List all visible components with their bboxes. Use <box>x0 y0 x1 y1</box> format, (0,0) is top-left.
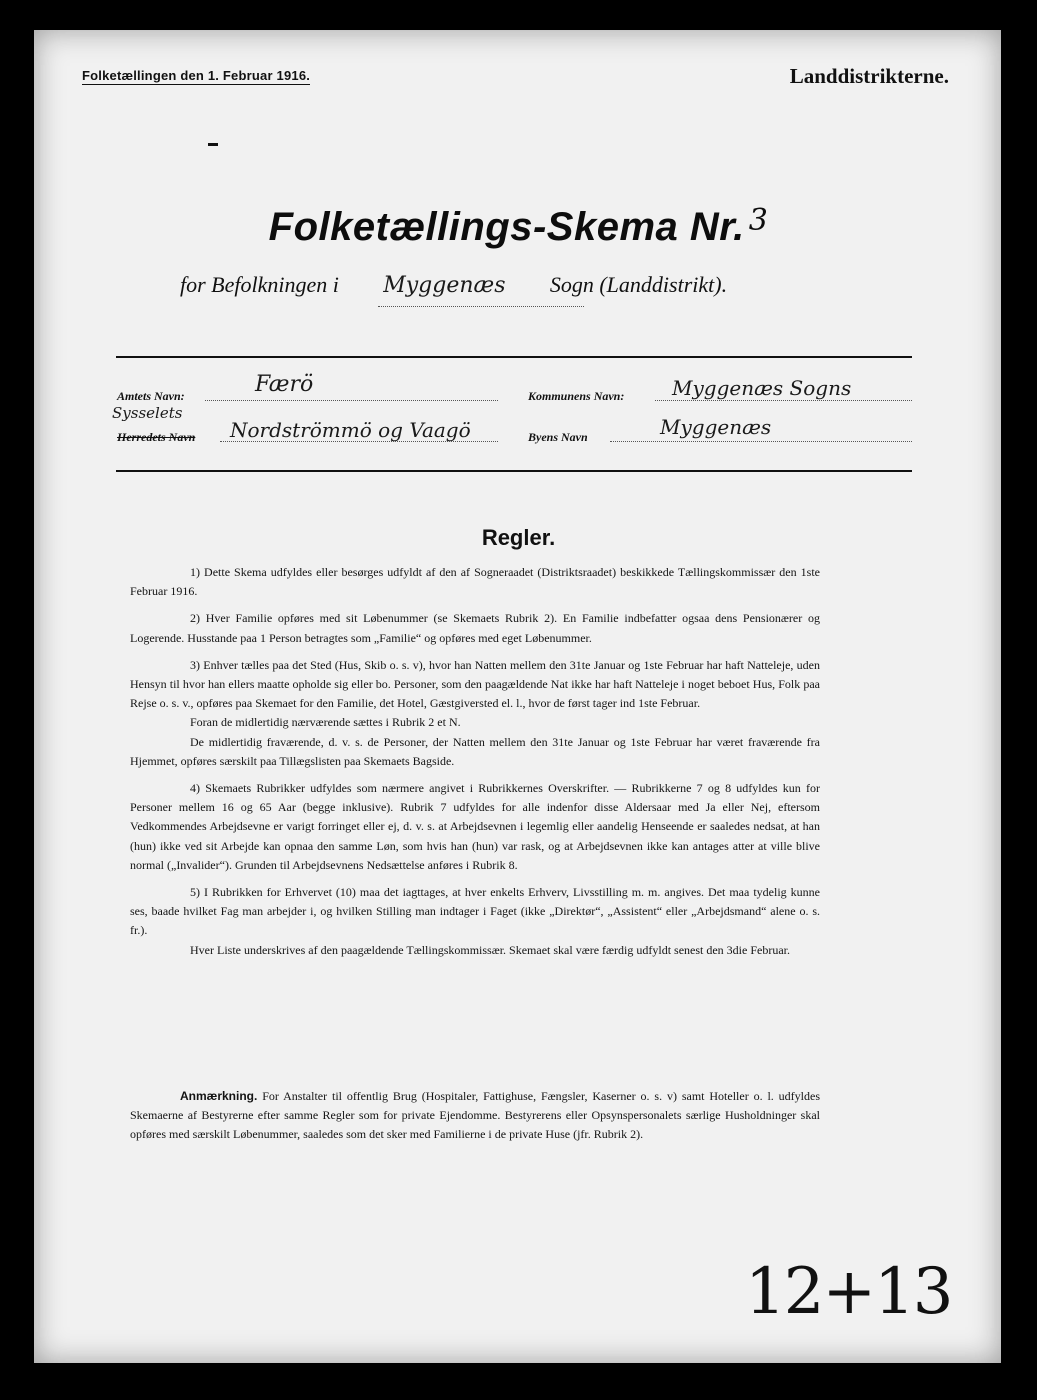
ink-mark <box>208 143 218 146</box>
kommune-label: Kommunens Navn: <box>528 389 625 403</box>
rule-3: 3) Enhver tælles paa det Sted (Hus, Skib o. s. v), hvor han Natten mellem den 31te Januar og 1ste Februar har haft Natteleje, uden Hensyn til hvor han ellers maatte opholde sig eller bo. Personer, som den paagældende Nat ikke har haft Natteleje i noget beboet Hus, Folk paa Rejse o. s. v., opføres paa Skemaet for den Familie, det Hotel, Gæstgiversted el. l., hvor de først tager ind 1ste Februar. <box>130 657 820 711</box>
amt-value-handwritten: Færö <box>255 372 314 397</box>
census-date-header: Folketællingen den 1. Februar 1916. <box>82 68 311 83</box>
by-dotted-line <box>610 441 912 442</box>
form-number: 3 <box>748 203 769 238</box>
rule-4: 4) Skemaets Rubrikker udfyldes som nærmere angivet i Rubrikkernes Overskrifter. — Rubrikkerne 7 og 8 udfyldes kun for Personer mellem 16 og 65 Aar (begge inklusive). Rubrik 7 udfyldes for alle indenfor disse Aldersaar med Ja eller Nej, eftersom Vedkommendes Arbejdsevne er varigt forringet eller ej, d. v. s. at Arbejdsevnen i legemlig eller aandelig Henseende er saaledes nedsat, at han (hun) ikke ved sit Arbejde kan opnaa den samme Løn, som hvis han (hun) var rask, og at Arbejdsevnen ikke kan antages atter at ville blive normal („Invalider“). Grunden til Arbejdsevnens Nedsættelse anføres i Rubrik 8. <box>130 781 820 872</box>
parish-dotted-line <box>378 306 584 307</box>
form-title-text: Folketællings-Skema Nr. <box>268 205 745 249</box>
rules-body <box>130 563 820 968</box>
handwritten-page-number: 12+13 <box>745 1255 952 1329</box>
parish-line <box>180 272 727 298</box>
herred-dotted-line <box>220 441 498 442</box>
rule-2: 2) Hver Familie opføres med sit Løbenummer (se Skemaets Rubrik 2). En Familie indbefatter ogsaa dens Pensionærer og Logerende. Husstande paa 1 Person betragtes som „Familie“ og opføres med eget Løbenummer. <box>130 611 820 645</box>
rule-1: 1) Dette Skema udfyldes eller besørges udfyldt af den af Sognerаadet (Distriktsraadet) beskikkede Tællingskommissær den 1ste Februar 1916. <box>130 565 820 599</box>
herred-label-handwritten: Sysselets <box>112 404 183 422</box>
herred-value-handwritten: Nordströmmö og Vaagö <box>230 418 471 442</box>
kommune-dotted-line <box>655 400 912 401</box>
form-title <box>0 205 1037 250</box>
kommune-value-handwritten: Myggenæs Sogns <box>672 376 852 400</box>
rule-5-signature: Hver Liste underskrives af den paagældende Tællingskommissær. Skemaet skal være færdig udfyldt senest den 3die Februar. <box>190 942 790 957</box>
rules-heading: Regler. <box>481 525 556 550</box>
by-value-handwritten: Myggenæs <box>660 415 772 439</box>
remark-text: For Anstalter til offentlig Brug (Hospitaler, Fattighuse, Fængsler, Kaserner o. s. v) samt Hoteller o. l. udfyldes Skemaerne af Bestyrerne efter samme Regler som for private Ejendomme. Bestyrerens eller Opsynspersonalets særlige Husholdninger skal opføres med særskilt Løbenummer, saaledes som det sker med Familierne i de private Huse (jfr. Rubrik 2). <box>130 1089 821 1141</box>
amt-dotted-line <box>205 400 498 401</box>
rule-3-absent: De midlertidig fraværende, d. v. s. de Personer, der Natten mellem den 31te Januar og 1ste Februar har været fraværende fra Hjemmet, opføres særskilt paa Tillægslisten paa Skemaets Bagside. <box>130 734 820 768</box>
rule-3-present: Foran de midlertidig nærværende sættes i Rubrik 2 et N. <box>190 715 461 730</box>
parish-name-handwritten: Myggenæs <box>383 273 506 298</box>
remark-paragraph <box>130 1087 820 1144</box>
herred-label-struck: Herredets Navn <box>117 430 196 444</box>
rule-5: 5) I Rubrikken for Erhvervet (10) maa det iagttages, at hver enkelts Erhverv, Livsstilling m. m. angives. Det maa tydelig kunne ses, baade hvilket Fag man arbejder i, og hvilken Stilling man indtager i Faget (ikke „Direktør“, „Assistent“ eller „Arbejdsmand“ alene o. s. fr.). <box>130 885 820 938</box>
remark-label: Anmærkning. <box>180 1089 258 1103</box>
district-type-header: Landdistrikterne. <box>789 64 949 88</box>
parish-prefix: for Befolkningen i <box>180 272 339 297</box>
amt-label: Amtets Navn: <box>117 389 185 403</box>
top-divider <box>116 356 912 358</box>
parish-suffix: Sogn (Landdistrikt). <box>549 272 728 297</box>
by-label: Byens Navn <box>528 430 588 444</box>
bottom-divider <box>116 470 912 472</box>
